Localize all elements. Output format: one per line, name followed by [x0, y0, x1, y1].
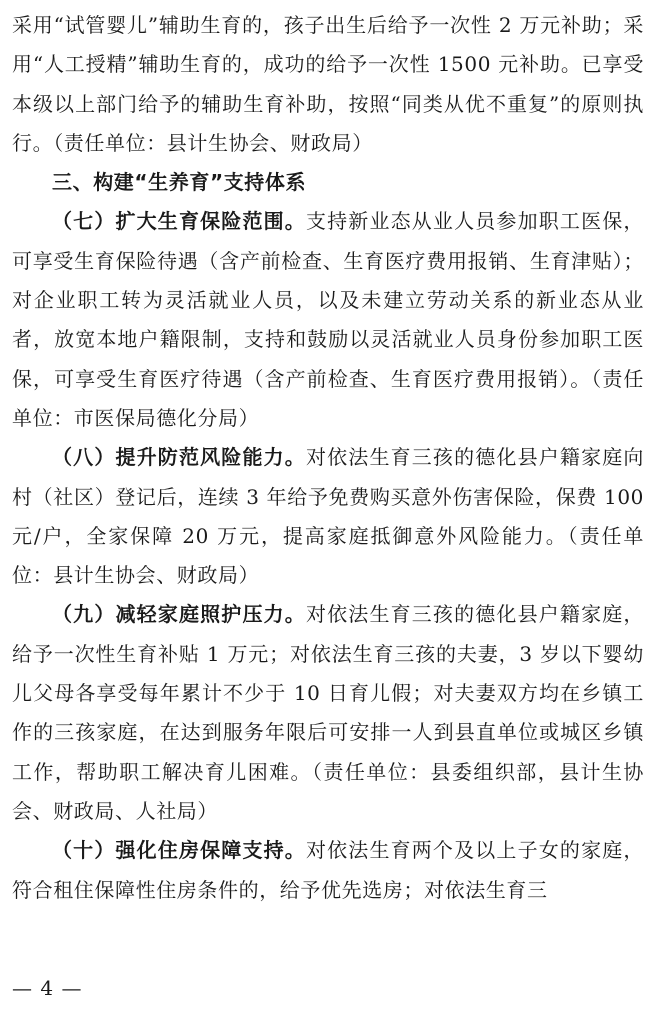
item-9-body: 对依法生育三孩的德化县户籍家庭，给予一次性生育补贴 1 万元；对依法生育三孩的夫妻，3 岁以下婴幼儿父母各享受每年累计不少于 10 日育儿假；对夫妻双方均在乡镇工作的三孩家庭，在达到服务年限后可安排一人到县直单位或城区乡镇工作，帮助职工解决育儿困难。（责任单位：县委组织部，县计生协会、财政局、人社局）	[12, 602, 644, 823]
item-8-body: 对依法生育三孩的德化县户籍家庭向村（社区）登记后，连续 3 年给予免费购买意外伤害保险，保费 100 元/户，全家保障 20 万元，提高家庭抵御意外风险能力。（责任单位：县计生协会、财政局）	[12, 445, 644, 588]
item-7-title: （七）扩大生育保险范围。	[52, 209, 306, 234]
section-heading-3: 三、构建“生养育”支持体系	[52, 170, 307, 195]
paragraph-subsidy: 采用“试管婴儿”辅助生育的，孩子出生后给予一次性 2 万元补助；采用“人工授精”辅助生育的，成功的给予一次性 1500 元补助。已享受本级以上部门给予的辅助生育补助，按照“同类从优不重复”的原则执行。（责任单位：县计生协会、财政局）	[12, 13, 644, 155]
item-9	[12, 595, 644, 831]
page-number: — 4 —	[12, 976, 83, 1000]
item-7-body: 支持新业态从业人员参加职工医保，可享受生育保险待遇（含产前检查、生育医疗费用报销、生育津贴）；对企业职工转为灵活就业人员，以及未建立劳动关系的新业态从业者，放宽本地户籍限制，支持和鼓励以灵活就业人员身份参加职工医保，可享受生育医疗待遇（含产前检查、生育医疗费用报销）。（责任单位：市医保局德化分局）	[12, 209, 644, 430]
item-8-title: （八）提升防范风险能力。	[52, 445, 306, 470]
item-8	[12, 438, 644, 595]
item-10-body: 对依法生育两个及以上子女的家庭，符合租住保障性住房条件的，给予优先选房；对依法生育三	[12, 838, 644, 902]
item-7	[12, 202, 644, 438]
item-9-title: （九）减轻家庭照护压力。	[52, 602, 306, 627]
item-10	[12, 831, 644, 910]
document-page	[12, 6, 644, 910]
item-10-title: （十）强化住房保障支持。	[52, 838, 306, 863]
